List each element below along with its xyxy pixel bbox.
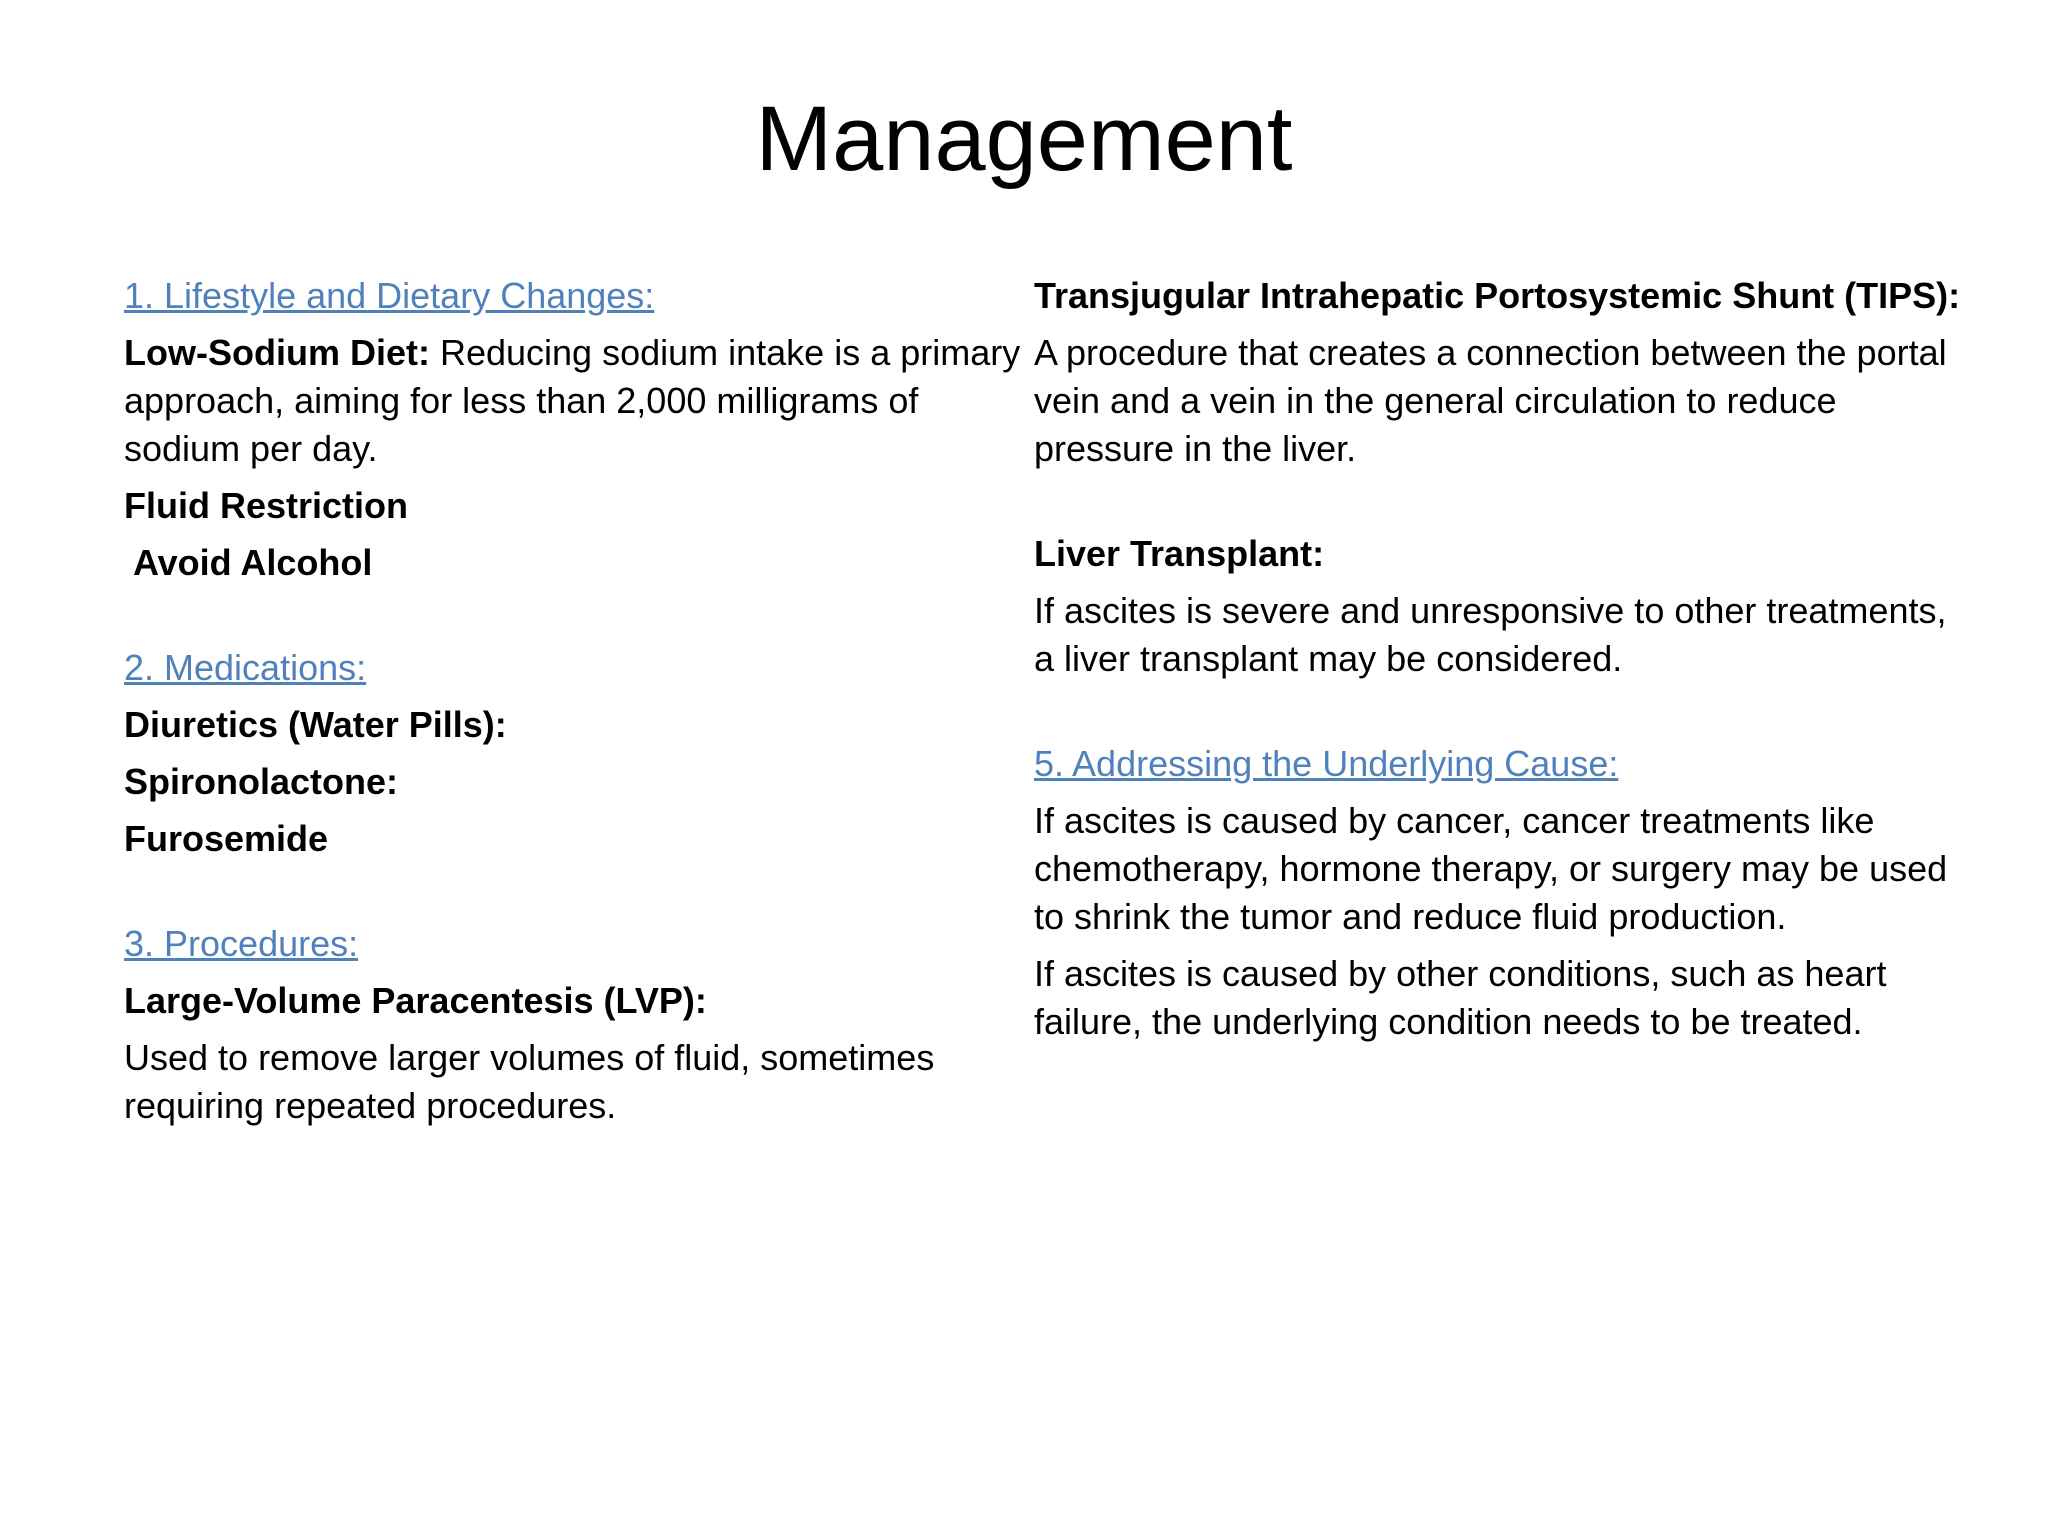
tips-label: Transjugular Intrahepatic Portosystemic Shunt (TIPS): <box>1034 275 1961 316</box>
slide-title: Management <box>755 88 1293 190</box>
transplant-label: Liver Transplant: <box>1034 533 1325 574</box>
left-column <box>124 272 1024 1139</box>
diuretics-item: Diuretics (Water Pills): <box>124 704 507 745</box>
low-sodium-label: Low-Sodium Diet: <box>124 332 430 373</box>
section-5-heading-link[interactable]: 5. Addressing the Underlying Cause: <box>1034 743 1619 784</box>
transplant-text: If ascites is severe and unresponsive to other treatments, a liver transplant may be considered. <box>1034 590 1947 679</box>
spacer <box>124 872 1024 920</box>
furosemide-item: Furosemide <box>124 818 329 859</box>
spacer <box>1034 692 1964 740</box>
section-1-heading-link[interactable]: 1. Lifestyle and Dietary Changes: <box>124 275 655 316</box>
low-sodium-paragraph <box>124 329 1024 473</box>
lvp-text: Used to remove larger volumes of fluid, sometimes requiring repeated procedures. <box>124 1037 935 1126</box>
avoid-alcohol-item: Avoid Alcohol <box>133 542 373 583</box>
section-3-heading[interactable] <box>124 920 1024 968</box>
spacer <box>124 596 1024 644</box>
section-3-heading-link[interactable]: 3. Procedures: <box>124 923 359 964</box>
section-1-heading[interactable] <box>124 272 1024 320</box>
spironolactone-item: Spironolactone: <box>124 761 399 802</box>
right-column <box>1034 272 1964 1055</box>
section-2-heading-link[interactable]: 2. Medications: <box>124 647 367 688</box>
section-2-heading[interactable] <box>124 644 1024 692</box>
tips-text: A procedure that creates a connection between the portal vein and a vein in the general circulation to reduce pressure in the liver. <box>1034 332 1947 469</box>
fluid-restriction-item: Fluid Restriction <box>124 485 409 526</box>
other-cause-text: If ascites is caused by other conditions, such as heart failure, the underlying condition needs to be treated. <box>1034 953 1887 1042</box>
lvp-label: Large-Volume Paracentesis (LVP): <box>124 980 707 1021</box>
spacer <box>1034 482 1964 530</box>
section-5-heading[interactable] <box>1034 740 1964 788</box>
low-sodium-text: Reducing sodium intake is a primary approach, aiming for less than 2,000 milligrams of sodium per day. <box>124 332 1021 469</box>
cancer-cause-text: If ascites is caused by cancer, cancer treatments like chemotherapy, hormone therapy, or surgery may be used to shrink the tumor and reduce fluid production. <box>1034 800 1948 937</box>
